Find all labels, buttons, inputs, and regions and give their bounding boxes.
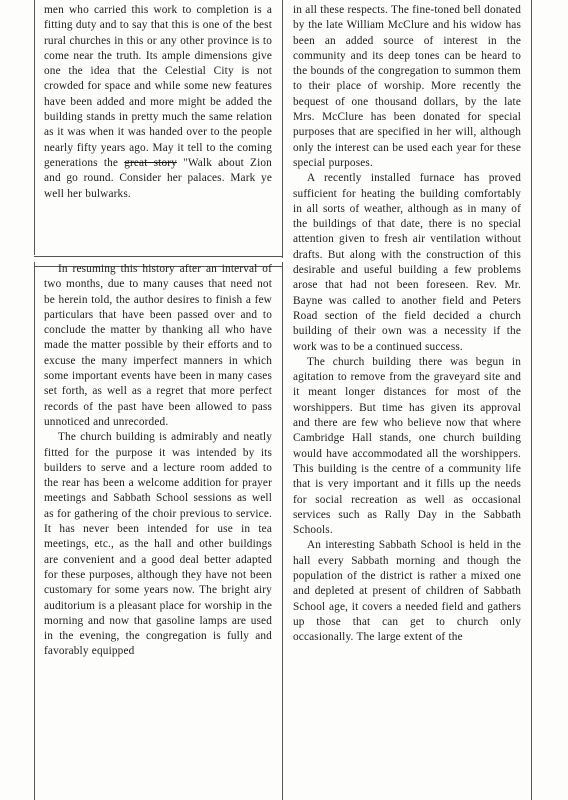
- column-rule: [282, 0, 283, 258]
- paragraph: A recently installed furnace has proved sufficient for heating the building comfortably in all sorts of weather, although as in many of the buildings of that date, there is no special attention given to fresh air ventilation without drafts. But along with the construction of this desirable and useful building a few problems arose that had not been foreseen. Rev. Mr. Bayne was called to another field and Peters Road section of the field decided a church building of their own was a necessity if the work was to be a continued success.: [293, 172, 521, 353]
- paragraph: The church building there was begun in agitation to remove from the graveyard site and it meant longer distances for most of the worshippers. But time has given its approval and there are few who believe now that where Cambridge Hall stands, one church building would have accommodated all the worshippers. This building is the centre of a community life that is very important and it fills up the needs for social recreation as well as occasional services such as Rally Day in the Sabbath Schools.: [293, 355, 521, 537]
- paragraph: in all these respects. The fine-toned bell donated by the late William McClure and his widow has been an added source of interest in the community and its deep tones can be heard to the bounds of the congregation to summon them to their place of worship. More recently the bequest of one thousand dollars, by the late Mrs. McClure has been donated for special purposes that are specified in her will, although only the interest can be used each year for these special purposes.: [293, 4, 521, 169]
- column-rule: [34, 0, 35, 255]
- clipping-column-right: [293, 3, 521, 645]
- struck-text: great story: [124, 156, 177, 169]
- column-rule: [531, 0, 532, 800]
- clipping-column-left-bottom: [44, 262, 272, 660]
- paragraph: The church building is admirably and neatly fitted for the purpose it was intended by its builders to serve and a lecture room added to the rear has been a welcome addition for prayer meetings and Sabbath School sessions as well as for gathering of the choir previous to service. It has never been intended for use in tea meetings, etc., as the hall and other buildings are convenient and a good deal better adapted for these purposes, although they have not been customary for some years now. The bright airy auditorium is a pleasant place for worship in the morning and now that gasoline lamps are used in the evening, the congregation is fully and favorably equipped: [44, 431, 272, 658]
- paragraph: In resuming this history after an interval of two months, due to many causes that need not be herein told, the author desires to finish a few particulars that have been passed over and to conclude the matter by thanking all who have made the matter possible by their efforts and to excuse the many imperfect manners in which some important events have been in many cases set forth, as well as a regret that more perfect records of the past have been allowed to pass unnoticed and unrecorded.: [44, 263, 272, 428]
- clipping-column-left-top: [44, 3, 272, 202]
- column-rule: [282, 262, 283, 800]
- section-rule: [34, 256, 283, 257]
- paragraph: An interesting Sabbath School is held in the hall every Sabbath morning and though the population of the district is rather a mixed one and depleted at present of children of Sabbath School age, it covers a needed field and gathers up those that can get to church only occasionally. The large extent of the: [293, 539, 521, 644]
- column-rule: [34, 262, 35, 800]
- paragraph: men who carried this work to completion is a fitting duty and to say that this is one of the best rural churches in this or any other province is to come near the truth. Its ample dimensions give one the idea that the Celestial City is not crowded for space and while some new features have been added and more might be added the building stands in pretty much the same relation as it was when it was handed over to the people nearly fifty years ago. May it tell to the coming generations the great story "Walk about Zion and go round. Consider her palaces. Mark ye well her bulwarks.: [44, 4, 272, 200]
